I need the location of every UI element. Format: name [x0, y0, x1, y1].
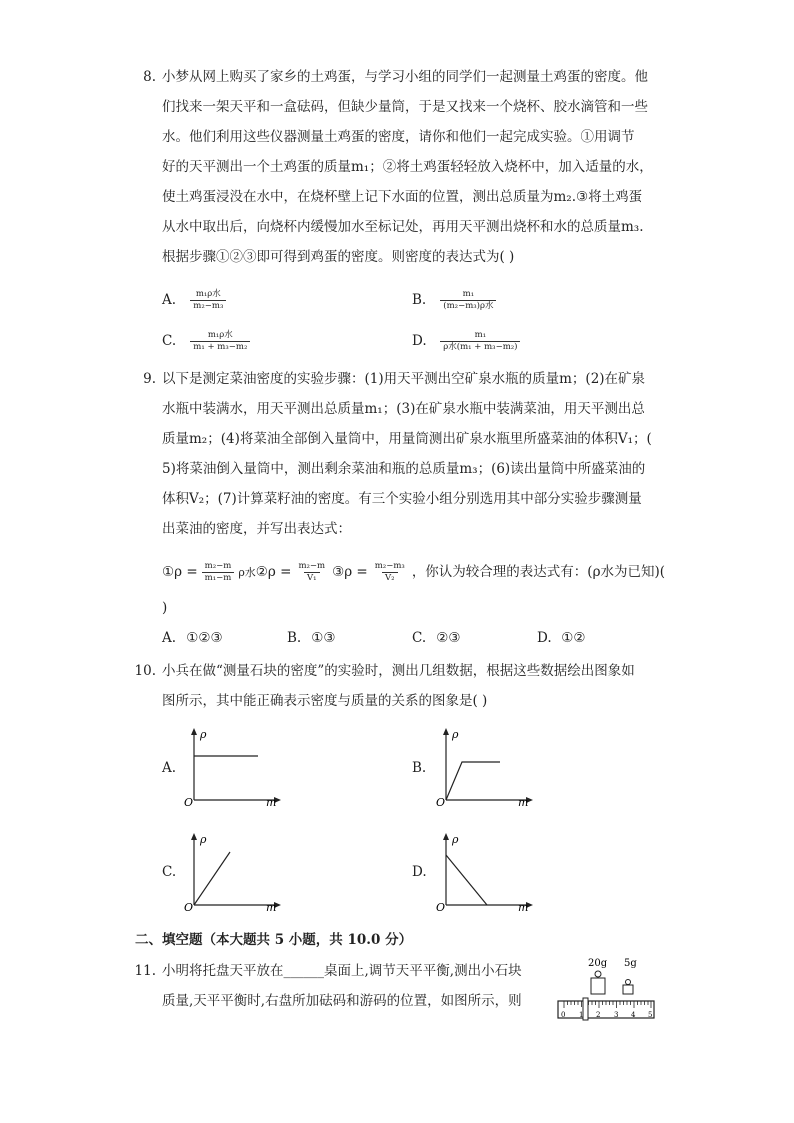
graph-b — [432, 725, 537, 810]
text-line: 根据步骤①②③即可得到鸡蛋的密度。则密度的表达式为( ) — [162, 249, 515, 265]
x-axis-label: m — [518, 901, 529, 914]
denominator: (m₂−m₃)ρ水 — [440, 300, 496, 312]
origin-label: O — [436, 901, 446, 914]
text-line: 小明将托盘天平放在______桌面上,调节天平平衡,测出小石块 — [162, 963, 522, 979]
option-b[interactable] — [412, 289, 500, 312]
text-line: 5)将菜油倒入量筒中，测出剩余菜油和瓶的总质量m₃；(6)读出量筒中所盛菜油的 — [162, 461, 646, 477]
denominator: m₁ + m₃−m₂ — [190, 341, 250, 353]
text-line: 质量,天平平衡时,右盘所加砝码和游码的位置，如图所示，则 — [162, 993, 522, 1009]
option-label: B. — [412, 292, 427, 308]
denominator: m₁−m — [202, 572, 235, 584]
weight-20g-icon — [591, 978, 605, 994]
y-arrow-icon — [443, 833, 449, 840]
formula-tail: ，你认为较合理的表达式有：(ρ水为已知)( — [411, 564, 666, 580]
numerator: m₂−m₃ — [374, 561, 405, 571]
question-text — [162, 364, 670, 544]
option-c[interactable] — [162, 330, 254, 353]
question-number: 8. — [143, 69, 156, 85]
ruler-label: 3 — [614, 1011, 619, 1019]
graph-c — [180, 830, 285, 915]
text-line: 使土鸡蛋浸没在水中，在烧杯壁上记下水面的位置，测出总质量为m₂.③将土鸡蛋 — [162, 189, 643, 205]
rider-icon — [583, 998, 588, 1020]
x-axis-label: m — [266, 796, 277, 809]
fraction — [440, 289, 496, 312]
question-10 — [130, 656, 670, 716]
data-line — [446, 855, 487, 905]
graph-c-label[interactable]: C. — [162, 864, 177, 880]
option-label: A. — [162, 630, 177, 646]
graph-d-label[interactable]: D. — [412, 864, 427, 880]
question-text — [162, 656, 670, 716]
text-line: 出菜油的密度，并写出表达式： — [162, 521, 351, 537]
option-a[interactable] — [162, 628, 223, 648]
numerator: m₂−m — [204, 561, 232, 571]
option-text: ①③ — [311, 630, 336, 646]
ruler-label: 4 — [631, 1011, 636, 1019]
text-line: 体积V₂；(7)计算菜籽油的密度。有三个实验小组分别选用其中部分实验步骤测量 — [162, 491, 642, 507]
option-d[interactable] — [412, 330, 524, 353]
y-arrow-icon — [191, 833, 197, 840]
option-d[interactable] — [537, 628, 586, 648]
text-line: 水瓶中装满水，用天平测出总质量m₁；(3)在矿泉水瓶中装满菜油，用天平测出总 — [162, 401, 645, 417]
y-axis-label: ρ — [452, 728, 459, 741]
formula-3-prefix: ③ρ = — [332, 564, 368, 580]
numerator: m₁ρ水 — [195, 289, 221, 299]
fraction — [372, 561, 408, 584]
fraction — [190, 289, 226, 312]
data-line — [446, 762, 500, 800]
text-line: 质量m₂；(4)将菜油全部倒入量筒中，用量筒测出矿泉水瓶里所盛菜油的体积V₁；( — [162, 431, 652, 447]
numerator: m₂−m — [298, 561, 326, 571]
graph-a-label[interactable]: A. — [162, 760, 177, 776]
option-c[interactable] — [412, 628, 461, 648]
text-line: 以下是测定菜油密度的实验步骤：(1)用天平测出空矿泉水瓶的质量m；(2)在矿泉 — [162, 371, 646, 387]
numerator: m₁ρ水 — [207, 330, 233, 340]
balance-figure — [554, 952, 660, 1024]
option-label: D. — [537, 630, 552, 646]
option-text: ①②③ — [186, 630, 223, 646]
option-a[interactable] — [162, 289, 230, 312]
formula-line — [162, 561, 665, 584]
y-arrow-icon — [191, 728, 197, 735]
formula-1-suffix: ρ水 — [238, 566, 256, 579]
weight-20g-knob — [595, 971, 601, 977]
origin-label: O — [436, 796, 446, 809]
question-number: 9. — [143, 371, 156, 387]
option-label: C. — [412, 630, 427, 646]
numerator: m₁ — [462, 289, 475, 299]
question-11 — [130, 956, 520, 1016]
y-arrow-icon — [443, 728, 449, 735]
fraction — [295, 561, 328, 584]
denominator: ρ水(m₁ + m₃−m₂) — [440, 341, 520, 353]
ruler-label: 1 — [579, 1011, 584, 1019]
denominator: V₂ — [382, 572, 398, 584]
answer-close: ) — [162, 600, 168, 616]
option-label: C. — [162, 333, 177, 349]
option-label: D. — [412, 333, 427, 349]
formula-2-prefix: ②ρ = — [255, 564, 292, 580]
fraction — [190, 330, 250, 353]
option-b[interactable] — [287, 628, 336, 648]
section-title: 二、填空题（本大题共 5 小题，共 10.0 分） — [135, 932, 413, 948]
option-label: B. — [287, 630, 302, 646]
numerator: m₁ — [474, 330, 487, 340]
text-line: 图所示，其中能正确表示密度与质量的关系的图象是( ) — [162, 693, 488, 709]
question-text — [162, 62, 670, 272]
question-number: 11. — [134, 963, 156, 979]
text-line: 小梦从网上购买了家乡的土鸡蛋，与学习小组的同学们一起测量土鸡蛋的密度。他 — [162, 69, 648, 85]
data-line — [194, 852, 230, 905]
graph-a — [180, 725, 285, 810]
weight-5g-knob — [626, 980, 631, 985]
weight-5g-icon — [623, 985, 633, 994]
origin-label: O — [184, 796, 194, 809]
weight-5g-label: 5g — [624, 958, 637, 969]
option-text: ①② — [561, 630, 586, 646]
y-axis-label: ρ — [200, 728, 207, 741]
x-axis-label: m — [266, 901, 277, 914]
question-8 — [130, 62, 670, 272]
origin-label: O — [184, 901, 194, 914]
text-line: 们找来一架天平和一盒砝码，但缺少量筒，于是又找来一个烧杯、胶水滴管和一些 — [162, 99, 648, 115]
ruler-label: 5 — [648, 1011, 653, 1019]
question-number: 10. — [134, 663, 156, 679]
text-line: 小兵在做“测量石块的密度”的实验时，测出几组数据，根据这些数据绘出图象如 — [162, 663, 635, 679]
text-line: 从水中取出后，向烧杯内缓慢加水至标记处，再用天平测出烧杯和水的总质量m₃. — [162, 219, 644, 235]
y-axis-label: ρ — [452, 833, 459, 846]
y-axis-label: ρ — [200, 833, 207, 846]
text-line: 好的天平测出一个土鸡蛋的质量m₁；②将土鸡蛋轻轻放入烧杯中，加入适量的水， — [162, 159, 653, 175]
ruler-label: 0 — [561, 1011, 566, 1019]
denominator: V₁ — [304, 572, 320, 584]
fraction — [202, 561, 235, 584]
fraction — [440, 330, 520, 353]
option-text: ②③ — [436, 630, 461, 646]
ruler-label: 2 — [596, 1011, 601, 1019]
formula-1-prefix: ①ρ = — [162, 564, 198, 580]
question-text — [162, 956, 520, 1016]
graph-b-label[interactable]: B. — [412, 760, 427, 776]
option-label: A. — [162, 292, 177, 308]
question-9 — [130, 364, 670, 544]
x-axis-label: m — [518, 796, 529, 809]
text-line: 水。他们利用这些仪器测量土鸡蛋的密度，请你和他们一起完成实验。①用调节 — [162, 129, 635, 145]
graph-d — [432, 830, 537, 915]
weight-20g-label: 20g — [588, 958, 608, 969]
denominator: m₂−m₃ — [190, 300, 226, 312]
